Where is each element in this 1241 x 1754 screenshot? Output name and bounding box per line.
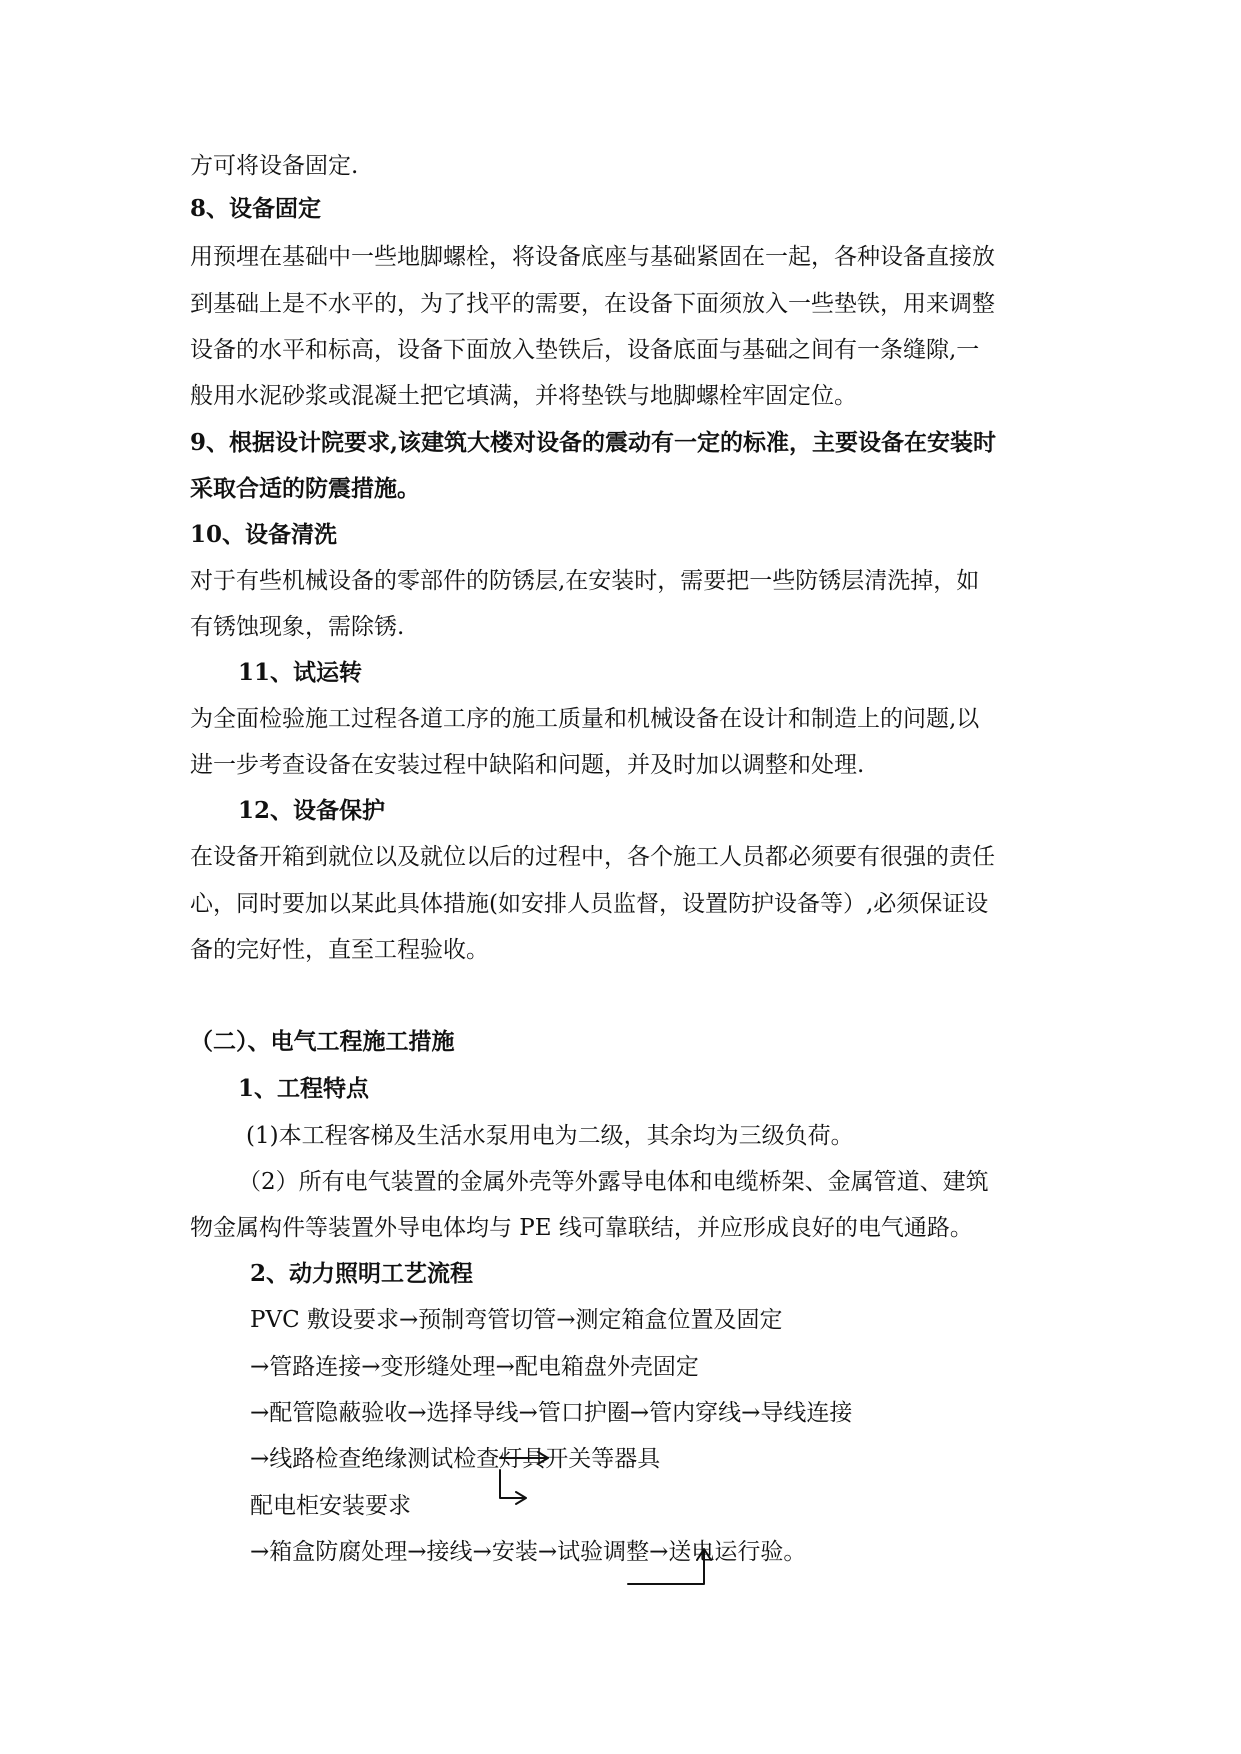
section-heading-trial-run: 11、试运转: [238, 659, 363, 686]
body-text-line: 物金属构件等装置外导电体均与 PE 线可靠联结，并应形成良好的电气通路。: [190, 1215, 973, 1241]
chapter-heading-electrical: （二）、电气工程施工措施: [190, 1028, 455, 1055]
section-heading-anti-vibration: 9、根据设计院要求,该建筑大楼对设备的震动有一定的标准，主要设备在安装时: [190, 429, 997, 456]
section-heading-equipment-fixing: 8、设备固定: [190, 195, 322, 222]
body-text-line: 用预埋在基础中一些地脚螺栓，将设备底座与基础紧固在一起，各种设备直接放: [190, 244, 995, 270]
body-text-line: (1)本工程客梯及生活水泵用电为二级，其余均为三级负荷。: [246, 1123, 854, 1149]
body-text-line: 到基础上是不水平的，为了找平的需要，在设备下面须放入一些垫铁，用来调整: [190, 291, 995, 317]
process-flow-line: →箱盒防腐处理→接线→安装→试验调整→送电运行验。: [250, 1539, 807, 1565]
process-flow-line: →线路检查绝缘测试检查灯具开关等器具: [250, 1446, 661, 1472]
flow-arrow-bent-icon: [500, 1470, 526, 1504]
section-heading-process-flow: 2、动力照明工艺流程: [250, 1260, 474, 1287]
body-text-line: 为全面检验施工过程各道工序的施工质量和机械设备在设计和制造上的问题,以: [190, 706, 980, 732]
process-flow-line: 配电柜安装要求: [250, 1493, 411, 1519]
body-text-line: 对于有些机械设备的零部件的防锈层,在安装时，需要把一些防锈层清洗掉，如: [190, 568, 980, 594]
body-text-line: 设备的水平和标高，设备下面放入垫铁后，设备底面与基础之间有一条缝隙,一: [190, 337, 980, 363]
process-flow-line: →配管隐蔽验收→选择导线→管口护圈→管内穿线→导线连接: [250, 1400, 853, 1426]
body-text-line: 进一步考查设备在安装过程中缺陷和问题，并及时加以调整和处理.: [190, 752, 865, 778]
body-text-line: 方可将设备固定.: [190, 153, 359, 179]
body-text-line: 心，同时要加以某此具体措施(如安排人员监督，设置防护设备等）,必须保证设: [190, 891, 989, 917]
section-heading-equipment-protection: 12、设备保护: [238, 797, 386, 824]
process-flow-line: PVC 敷设要求→预制弯管切管→测定箱盒位置及固定: [250, 1307, 783, 1333]
section-heading-project-features: 1、工程特点: [238, 1075, 370, 1102]
body-text-line: 有锈蚀现象，需除锈.: [190, 614, 405, 640]
body-text-line: （2）所有电气装置的金属外壳等外露导电体和电缆桥架、金属管道、建筑: [238, 1169, 989, 1195]
flow-arrow-right-icon: [500, 1452, 548, 1464]
body-text-line: 在设备开箱到就位以及就位以后的过程中，各个施工人员都必须要有很强的责任: [190, 844, 995, 870]
body-text-line: 般用水泥砂浆或混凝土把它填满，并将垫铁与地脚螺栓牢固定位。: [190, 383, 857, 409]
process-flow-line: →管路连接→变形缝处理→配电箱盘外壳固定: [250, 1354, 699, 1380]
section-heading-equipment-cleaning: 10、设备清洗: [190, 521, 338, 548]
flow-arrow-up-icon: [628, 1549, 711, 1584]
body-text-line: 备的完好性，直至工程验收。: [190, 937, 489, 963]
section-heading-anti-vibration-cont: 采取合适的防震措施。: [190, 475, 420, 502]
